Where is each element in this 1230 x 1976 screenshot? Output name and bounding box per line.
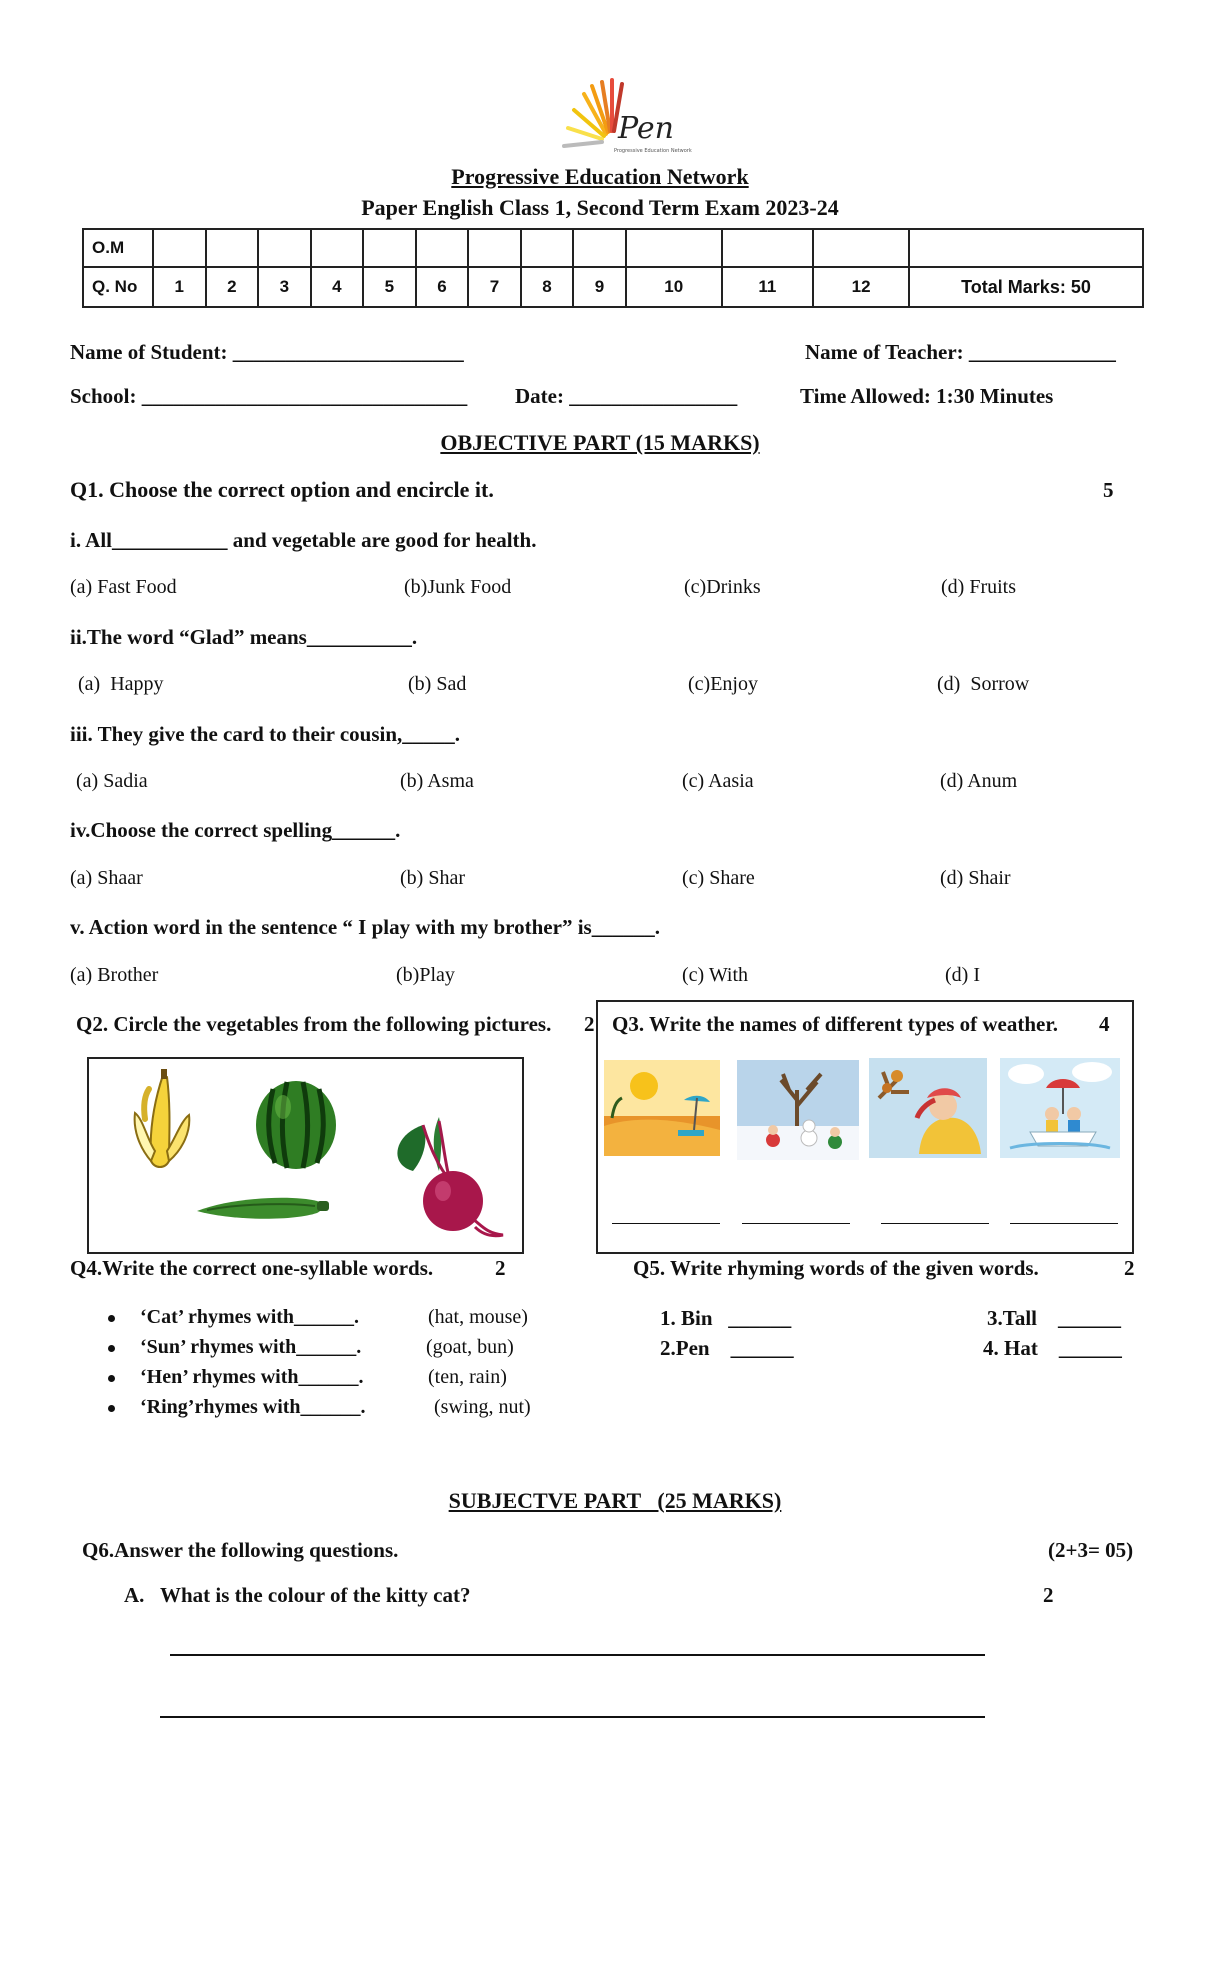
om-cell[interactable] [521, 229, 574, 267]
q6a-label: A. [124, 1583, 145, 1607]
q1-title: Q1. Choose the correct option and encircle it. [70, 477, 494, 502]
q6a-question: What is the colour of the kitty cat? [160, 1583, 471, 1607]
marks-table [82, 228, 1144, 308]
rhyme-word-4[interactable]: 4. Hat ______ [983, 1336, 1122, 1360]
sunny-weather-image[interactable] [604, 1060, 720, 1156]
q4-title: Q4.Write the correct one-syllable words. [70, 1256, 434, 1280]
option-a[interactable]: (a) Fast Food [70, 576, 177, 598]
om-cell[interactable] [626, 229, 722, 267]
q2-title: Q2. Circle the vegetables from the following pictures. [76, 1012, 552, 1036]
q5-title: Q5. Write rhyming words of the given words. [633, 1256, 1039, 1280]
qno-cell: 7 [468, 267, 521, 307]
q4-list [108, 1306, 568, 1426]
rhyme-prompt[interactable]: ‘Ring’rhymes with______. [140, 1396, 366, 1418]
option-b[interactable]: (b)Junk Food [404, 576, 512, 598]
option-c[interactable]: (c) With [682, 964, 749, 986]
qno-cell: 9 [573, 267, 626, 307]
option-c[interactable]: (c) Aasia [682, 770, 754, 792]
om-cell[interactable] [311, 229, 364, 267]
q2-marks: 2 [584, 1012, 595, 1036]
qno-cell: 1 [153, 267, 206, 307]
paper-title: Paper English Class 1, Second Term Exam 2023-24 [361, 195, 839, 220]
time-allowed: Time Allowed: 1:30 Minutes [800, 384, 1054, 408]
q1-item-4: iv.Choose the correct spelling______. [70, 818, 401, 842]
qno-cell: 6 [416, 267, 469, 307]
q2-picture-box [87, 1057, 524, 1254]
option-b[interactable]: (b) Shar [400, 867, 465, 889]
rhyme-choices: (swing, nut) [434, 1396, 531, 1418]
list-item [108, 1306, 568, 1336]
rhyme-word-3[interactable]: 3.Tall ______ [987, 1306, 1121, 1330]
svg-text:Pen: Pen [618, 111, 674, 146]
om-cell[interactable] [363, 229, 416, 267]
rhyme-choices: (hat, mouse) [428, 1306, 528, 1328]
school-field[interactable]: School: _______________________________ [70, 384, 468, 408]
qno-cell: 4 [311, 267, 364, 307]
q1-marks: 5 [1103, 478, 1114, 502]
q1-item-1: i. All___________ and vegetable are good for health. [70, 528, 537, 552]
bullet-icon [108, 1405, 115, 1412]
teacher-name-field[interactable]: Name of Teacher: ______________ [805, 340, 1116, 364]
rhyme-prompt[interactable]: ‘Hen’ rhymes with______. [140, 1366, 364, 1388]
qno-cell: 3 [258, 267, 311, 307]
subjective-heading: SUBJECTVE PART (25 MARKS) [448, 1488, 782, 1513]
q6a-marks: 2 [1043, 1583, 1054, 1607]
student-name-field[interactable]: Name of Student: ______________________ [70, 340, 464, 364]
q4-marks: 2 [495, 1256, 506, 1280]
option-c[interactable]: (c)Enjoy [688, 673, 758, 695]
okra-image[interactable] [193, 1191, 331, 1227]
option-b[interactable]: (b) Sad [408, 673, 467, 695]
option-b[interactable]: (b)Play [396, 964, 455, 986]
q1-item-3: iii. They give the card to their cousin,_____. [70, 722, 461, 746]
org-title: Progressive Education Network [451, 164, 749, 189]
weather-answer-line-1[interactable] [612, 1223, 720, 1224]
q1-item-5: v. Action word in the sentence “ I play with my brother” is______. [70, 915, 660, 939]
beetroot-image[interactable] [383, 1115, 507, 1241]
rhyme-word-2[interactable]: 2.Pen ______ [660, 1336, 794, 1360]
option-c[interactable]: (c)Drinks [684, 576, 761, 598]
list-item [108, 1336, 568, 1366]
logo-icon [556, 76, 692, 156]
rhyme-word-1[interactable]: 1. Bin ______ [660, 1306, 792, 1330]
weather-answer-line-3[interactable] [881, 1223, 989, 1224]
qno-cell: 8 [521, 267, 574, 307]
qno-cell: 12 [813, 267, 909, 307]
watermelon-image[interactable] [253, 1075, 339, 1171]
bullet-icon [108, 1375, 115, 1382]
objective-heading: OBJECTIVE PART (15 MARKS) [440, 430, 760, 455]
rhyme-prompt[interactable]: ‘Cat’ rhymes with______. [140, 1306, 360, 1328]
q6-title: Q6.Answer the following questions. [82, 1538, 399, 1562]
answer-line-1[interactable] [170, 1654, 985, 1656]
om-cell[interactable] [153, 229, 206, 267]
qno-cell: 2 [206, 267, 259, 307]
date-field[interactable]: Date: ________________ [515, 384, 738, 408]
weather-answer-line-4[interactable] [1010, 1223, 1118, 1224]
option-c[interactable]: (c) Share [682, 867, 755, 889]
option-b[interactable]: (b) Asma [400, 770, 474, 792]
option-d[interactable]: (d) Fruits [941, 576, 1016, 598]
om-row [83, 229, 1143, 267]
q3-title: Q3. Write the names of different types of weather. [612, 1012, 1058, 1036]
om-cell[interactable] [258, 229, 311, 267]
option-a[interactable]: (a) Happy [78, 673, 164, 695]
om-cell[interactable] [468, 229, 521, 267]
om-cell[interactable] [206, 229, 259, 267]
rhyme-choices: (goat, bun) [426, 1336, 514, 1358]
list-item [108, 1366, 568, 1396]
answer-line-2[interactable] [160, 1716, 985, 1718]
rainy-weather-image[interactable] [1000, 1058, 1120, 1158]
rhyme-choices: (ten, rain) [428, 1366, 507, 1388]
q5-marks: 2 [1124, 1256, 1135, 1280]
option-a[interactable]: (a) Shaar [70, 867, 143, 889]
q6-marks: (2+3= 05) [1048, 1538, 1134, 1562]
banana-image[interactable] [125, 1069, 197, 1173]
option-d[interactable]: (d) Shair [940, 867, 1011, 889]
om-cell[interactable] [416, 229, 469, 267]
qno-cell: 5 [363, 267, 416, 307]
rhyme-prompt[interactable]: ‘Sun’ rhymes with______. [140, 1336, 362, 1358]
svg-text:Progressive Education Network: Progressive Education Network [614, 148, 692, 154]
option-a[interactable]: (a) Brother [70, 964, 159, 986]
weather-answer-line-2[interactable] [742, 1223, 850, 1224]
option-d[interactable]: (d) Sorrow [937, 673, 1030, 695]
logo [556, 76, 692, 156]
om-cell[interactable] [813, 229, 909, 267]
q1-item-2: ii.The word “Glad” means__________. [70, 625, 418, 649]
om-cell[interactable] [573, 229, 626, 267]
option-d[interactable]: (d) Anum [940, 770, 1018, 792]
bullet-icon [108, 1315, 115, 1322]
option-d[interactable]: (d) I [945, 964, 980, 986]
qno-row [83, 267, 1143, 307]
qno-cell: 11 [722, 267, 814, 307]
om-cell[interactable] [722, 229, 814, 267]
bullet-icon [108, 1345, 115, 1352]
windy-weather-image[interactable] [869, 1058, 987, 1158]
list-item [108, 1396, 568, 1426]
qno-cell: 10 [626, 267, 722, 307]
snowy-weather-image[interactable] [737, 1060, 859, 1160]
om-label: O.M [83, 229, 153, 267]
qno-label: Q. No [83, 267, 153, 307]
total-blank[interactable] [909, 229, 1143, 267]
q3-marks: 4 [1099, 1012, 1110, 1036]
option-a[interactable]: (a) Sadia [76, 770, 148, 792]
total-marks: Total Marks: 50 [909, 267, 1143, 307]
